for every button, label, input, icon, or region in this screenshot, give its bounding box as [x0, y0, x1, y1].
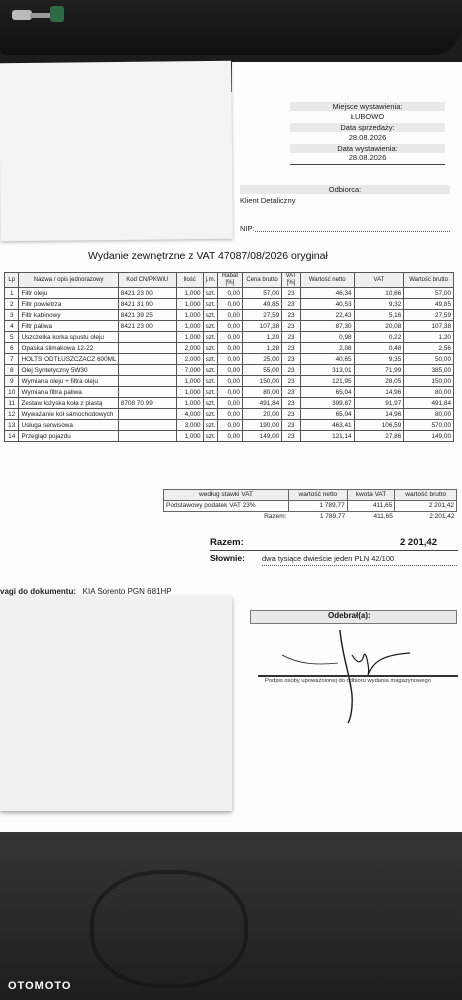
column-header: VAT [%] — [282, 273, 301, 288]
table-cell: Wymiana filtra paliwa — [19, 387, 118, 398]
otomoto-watermark: OTOMOTO — [8, 980, 72, 992]
nip-label: NIP: — [240, 224, 255, 233]
table-cell: 570,00 — [404, 420, 454, 431]
table-cell: 2,000 — [176, 354, 203, 365]
table-cell: 1,000 — [176, 376, 203, 387]
table-cell — [118, 420, 176, 431]
table-row — [5, 332, 454, 343]
table-cell — [118, 387, 176, 398]
table-header-row — [5, 273, 454, 288]
data-sprzedazy-value: 28.08.2026 — [348, 133, 387, 142]
laptop-edge — [0, 0, 462, 55]
table-cell: 40,65 — [300, 354, 354, 365]
table-cell: Usługa serwisowa — [19, 420, 118, 431]
table-cell: 107,38 — [242, 321, 281, 332]
table-cell: 1,28 — [242, 343, 281, 354]
table-cell: 8421 39 25 — [118, 310, 176, 321]
slownie-value: dwa tysiące dwieście jeden PLN 42/100 — [262, 554, 395, 563]
table-cell: 121,95 — [300, 376, 354, 387]
table-cell: Zestaw łożyska koła z piastą — [19, 398, 118, 409]
table-row — [5, 343, 454, 354]
uwagi-value: KIA Sorento PGN 681HP — [82, 587, 172, 596]
table-cell: 1,000 — [176, 431, 203, 442]
items-table — [4, 272, 454, 442]
table-cell: 1,000 — [176, 310, 203, 321]
table-cell: 40,53 — [300, 299, 354, 310]
table-row — [5, 288, 454, 299]
uwagi — [0, 587, 172, 596]
table-cell: 3,000 — [176, 420, 203, 431]
keys-icon — [10, 4, 70, 26]
table-cell: szt. — [203, 365, 217, 376]
table-cell: 23 — [282, 398, 301, 409]
table-cell: 1 — [5, 288, 19, 299]
vat-row-netto: 1 789,77 — [289, 501, 348, 512]
table-cell — [118, 343, 176, 354]
table-cell: 0,00 — [218, 321, 243, 332]
table-cell — [118, 409, 176, 420]
data-sprzedazy-label: Data sprzedaży: — [290, 123, 445, 132]
uwagi-label: vagi do dokumentu: — [0, 587, 76, 596]
table-cell: Wyważanie kół samochodowych — [19, 409, 118, 420]
table-cell: 150,00 — [242, 376, 281, 387]
table-cell: 1,000 — [176, 387, 203, 398]
table-cell: 23 — [282, 299, 301, 310]
table-cell: 12 — [5, 409, 19, 420]
table-cell: Filtr powietrza — [19, 299, 118, 310]
table-cell: Uszczelka korka spustu oleju — [19, 332, 118, 343]
table-cell: 65,04 — [300, 387, 354, 398]
table-row — [5, 398, 454, 409]
table-cell: 106,59 — [354, 420, 404, 431]
table-cell: 0,00 — [218, 354, 243, 365]
table-cell: 55,00 — [242, 365, 281, 376]
column-header: Wartość brutto — [404, 273, 454, 288]
table-cell: 190,00 — [242, 420, 281, 431]
table-cell: 385,00 — [404, 365, 454, 376]
column-header: Wartość netto — [300, 273, 354, 288]
table-cell: szt. — [203, 321, 217, 332]
table-cell: 4,000 — [176, 409, 203, 420]
table-cell: HOLTS ODTŁUSZCZACZ 600ML — [19, 354, 118, 365]
header-line — [290, 164, 445, 165]
table-cell: szt. — [203, 288, 217, 299]
column-header: Nazwa / opis jednorazowy — [19, 273, 118, 288]
table-cell: 49,85 — [404, 299, 454, 310]
table-cell: 8421 23 00 — [118, 288, 176, 299]
slownie-label: Słownie: — [210, 553, 245, 563]
table-cell: Filtr oleju — [19, 288, 118, 299]
table-row — [5, 299, 454, 310]
table-cell: 1,000 — [176, 398, 203, 409]
table-cell: 0,00 — [218, 387, 243, 398]
table-cell: szt. — [203, 310, 217, 321]
document-title: Wydanie zewnętrzne z VAT 47087/08/2026 oryginał — [88, 250, 328, 262]
table-cell: 0,98 — [300, 332, 354, 343]
table-cell: 1,20 — [404, 332, 454, 343]
table-cell: Olej Syntetyczny 5W30 — [19, 365, 118, 376]
table-cell: 20,08 — [354, 321, 404, 332]
table-cell: 27,86 — [354, 431, 404, 442]
column-header: Lp — [5, 273, 19, 288]
odebral-label: Odebrał(a): — [328, 611, 371, 620]
data-wystawienia-label: Data wystawienia: — [290, 144, 445, 153]
table-cell: 10 — [5, 387, 19, 398]
table-cell: Wymiana oleju + filtra oleju — [19, 376, 118, 387]
table-cell: 14,96 — [354, 409, 404, 420]
table-cell: 23 — [282, 343, 301, 354]
table-cell: szt. — [203, 420, 217, 431]
table-cell: 71,99 — [354, 365, 404, 376]
nip-line — [255, 231, 450, 233]
table-cell: szt. — [203, 431, 217, 442]
table-cell: 463,41 — [300, 420, 354, 431]
table-cell: 3 — [5, 310, 19, 321]
odbiorca-value: Klient Detaliczny — [240, 196, 296, 205]
table-cell: Filtr kabinowy — [19, 310, 118, 321]
table-row — [5, 376, 454, 387]
folded-paper-top — [0, 61, 233, 241]
table-cell: 20,00 — [242, 409, 281, 420]
table-cell: 22,43 — [300, 310, 354, 321]
table-row — [5, 365, 454, 376]
column-header: j.m. — [203, 273, 217, 288]
table-cell: 150,00 — [404, 376, 454, 387]
table-cell: 1,000 — [176, 288, 203, 299]
table-cell: 0,00 — [218, 365, 243, 376]
table-cell — [118, 354, 176, 365]
table-row — [5, 431, 454, 442]
column-header: Ilość — [176, 273, 203, 288]
table-cell: 9 — [5, 376, 19, 387]
miejsce-value: ŁUBOWO — [350, 112, 385, 121]
vat-summary-table — [163, 489, 457, 522]
table-cell: szt. — [203, 387, 217, 398]
table-row — [5, 420, 454, 431]
table-cell: 491,84 — [404, 398, 454, 409]
table-cell: szt. — [203, 398, 217, 409]
table-cell: 107,38 — [404, 321, 454, 332]
table-cell: 14 — [5, 431, 19, 442]
vat-razem-netto: 1 789,77 — [319, 513, 346, 520]
table-cell: 57,00 — [404, 288, 454, 299]
table-cell: 27,59 — [404, 310, 454, 321]
table-cell: 5,16 — [354, 310, 404, 321]
table-cell: 0,22 — [354, 332, 404, 343]
table-cell: 1,000 — [176, 321, 203, 332]
table-cell — [118, 365, 176, 376]
table-cell: 5 — [5, 332, 19, 343]
table-cell: Filtr paliwa — [19, 321, 118, 332]
table-cell: 149,00 — [242, 431, 281, 442]
table-cell: 8421 23 00 — [118, 321, 176, 332]
table-cell: szt. — [203, 299, 217, 310]
table-row — [5, 387, 454, 398]
table-cell: 149,00 — [404, 431, 454, 442]
glasses-image — [90, 870, 248, 988]
table-cell: 0,00 — [218, 398, 243, 409]
vat-header-brutto: wartość brutto — [395, 490, 457, 501]
table-cell: 0,00 — [218, 332, 243, 343]
odbiorca-label: Odbiorca: — [240, 185, 450, 194]
table-cell: 25,00 — [242, 354, 281, 365]
table-cell: szt. — [203, 332, 217, 343]
table-cell: 2,08 — [300, 343, 354, 354]
table-cell: 1,20 — [242, 332, 281, 343]
folded-paper-bottom — [0, 596, 232, 811]
table-cell: 46,34 — [300, 288, 354, 299]
table-cell: 0,00 — [218, 409, 243, 420]
table-cell: 23 — [282, 420, 301, 431]
column-header: VAT — [354, 273, 404, 288]
table-cell: 10,66 — [354, 288, 404, 299]
data-wystawienia-value: 28.08.2026 — [348, 153, 387, 162]
vat-header-kwota: kwota VAT — [347, 490, 395, 501]
table-cell: 0,00 — [218, 376, 243, 387]
table-cell: Przegląd pojazdu — [19, 431, 118, 442]
table-row — [5, 310, 454, 321]
table-cell: 6 — [5, 343, 19, 354]
table-cell: 0,00 — [218, 343, 243, 354]
table-cell: 14,96 — [354, 387, 404, 398]
table-cell: 0,00 — [218, 431, 243, 442]
table-cell: 7,000 — [176, 365, 203, 376]
table-cell: 8421 31 00 — [118, 299, 176, 310]
table-row — [5, 321, 454, 332]
vat-row-stawka: Podstawowy podatek VAT 23% — [164, 501, 289, 512]
table-cell: Opaska ślimakowa 12-22 — [19, 343, 118, 354]
table-cell: 399,87 — [300, 398, 354, 409]
table-row — [5, 354, 454, 365]
table-cell: 57,00 — [242, 288, 281, 299]
table-cell: 0,00 — [218, 420, 243, 431]
table-cell — [118, 431, 176, 442]
table-cell: 2 — [5, 299, 19, 310]
table-cell: 50,00 — [404, 354, 454, 365]
vat-header-netto: wartość netto — [289, 490, 348, 501]
table-cell: 2,000 — [176, 343, 203, 354]
table-cell: szt. — [203, 376, 217, 387]
table-cell: 7 — [5, 354, 19, 365]
table-cell: 23 — [282, 431, 301, 442]
table-cell: 23 — [282, 387, 301, 398]
table-cell: 23 — [282, 332, 301, 343]
table-cell: 9,35 — [354, 354, 404, 365]
razem-label: Razem: — [210, 537, 244, 548]
table-cell: 49,85 — [242, 299, 281, 310]
table-cell: 65,04 — [300, 409, 354, 420]
table-cell: 23 — [282, 354, 301, 365]
table-cell: 121,14 — [300, 431, 354, 442]
table-cell: 80,00 — [404, 387, 454, 398]
column-header: Kod CN/PKWiU — [118, 273, 176, 288]
column-header: Rabat [%] — [218, 273, 243, 288]
table-cell: 87,30 — [300, 321, 354, 332]
table-cell: 313,01 — [300, 365, 354, 376]
table-cell: szt. — [203, 343, 217, 354]
table-cell: 91,97 — [354, 398, 404, 409]
razem-value: 2 201,42 — [400, 537, 437, 548]
table-cell — [118, 376, 176, 387]
vat-razem-label: Razem: — [264, 513, 287, 520]
table-cell: 11 — [5, 398, 19, 409]
vat-row-brutto: 2 201,42 — [395, 501, 457, 512]
table-cell: 23 — [282, 376, 301, 387]
table-cell: 80,00 — [404, 409, 454, 420]
table-cell: 8708 70 99 — [118, 398, 176, 409]
table-cell: 0,48 — [354, 343, 404, 354]
table-cell: 9,32 — [354, 299, 404, 310]
vat-row-kwota: 411,65 — [347, 501, 395, 512]
table-cell: 23 — [282, 365, 301, 376]
miejsce-label: Miejsce wystawienia: — [290, 102, 445, 111]
table-cell: 0,00 — [218, 288, 243, 299]
table-cell: 0,00 — [218, 299, 243, 310]
table-cell: 28,05 — [354, 376, 404, 387]
invoice-paper-top — [232, 62, 462, 92]
table-cell: 27,59 — [242, 310, 281, 321]
table-cell: szt. — [203, 354, 217, 365]
table-cell: 1,000 — [176, 299, 203, 310]
razem-line — [210, 550, 458, 551]
vat-razem-brutto: 2 201,42 — [429, 513, 455, 520]
table-cell: 491,84 — [242, 398, 281, 409]
signature-line — [258, 675, 458, 677]
podpis-caption: Podpis osoby upoważnionej do odbioru wydania magazynowego — [265, 678, 431, 684]
table-cell: 8 — [5, 365, 19, 376]
table-cell: 0,00 — [218, 310, 243, 321]
table-row — [5, 409, 454, 420]
table-cell: 23 — [282, 288, 301, 299]
column-header: Cena brutto — [242, 273, 281, 288]
table-cell: szt. — [203, 409, 217, 420]
table-cell: 4 — [5, 321, 19, 332]
vat-razem-kwota: 411,65 — [373, 513, 393, 520]
table-cell: 80,00 — [242, 387, 281, 398]
table-cell: 1,000 — [176, 332, 203, 343]
table-cell: 2,56 — [404, 343, 454, 354]
table-cell: 13 — [5, 420, 19, 431]
slownie-line — [262, 565, 457, 567]
table-cell: 23 — [282, 310, 301, 321]
vat-header-stawka: według stawki VAT — [164, 490, 289, 501]
table-cell — [118, 332, 176, 343]
table-cell: 23 — [282, 321, 301, 332]
table-cell: 23 — [282, 409, 301, 420]
